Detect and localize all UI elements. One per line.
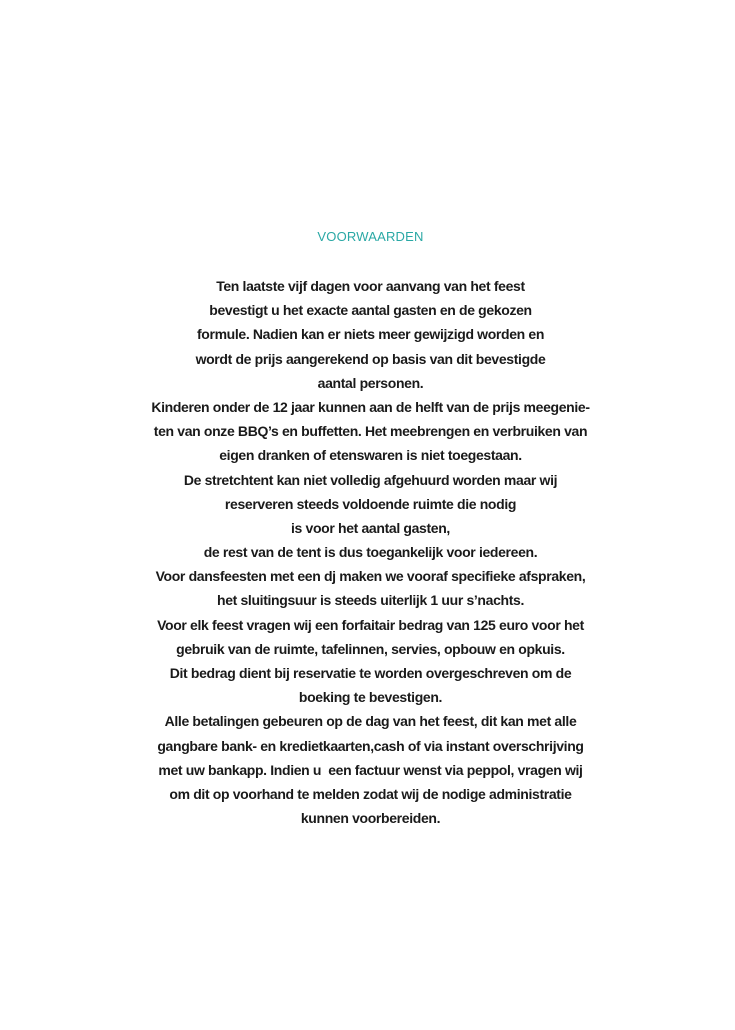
text-line: aantal personen.	[317, 374, 424, 391]
text-line: gebruik van de ruimte, tafelinnen, servies, opbouw en opkuis.	[176, 640, 565, 657]
text-line: Dit bedrag dient bij reservatie te worden overgeschreven om de	[169, 665, 572, 681]
text-line: reserveren steeds voldoende ruimte die nodig	[224, 495, 517, 512]
text-line: Voor dansfeesten met een dj maken we vooraf specifieke afspraken,	[155, 568, 586, 585]
text-line: eigen dranken of etenswaren is niet toegestaan.	[219, 447, 522, 464]
text-line: met uw bankapp. Indien u een factuur wenst via peppol, vragen wij	[158, 761, 583, 778]
text-line: Ten laatste vijf dagen voor aanvang van het feest	[216, 278, 525, 294]
text-line: gangbare bank- en kredietkaarten,cash of via instant overschrijving	[157, 737, 584, 754]
text-line: ten van onze BBQ’s en buffetten. Het meebrengen en verbruiken van	[153, 423, 588, 440]
text-line: de rest van de tent is dus toegankelijk voor iedereen.	[203, 544, 538, 561]
conditions-text	[0, 274, 735, 830]
text-line: om dit op voorhand te melden zodat wij de nodige administratie	[169, 785, 572, 802]
text-line: is voor het aantal gasten,	[291, 519, 450, 536]
text-line: bevestigt u het exacte aantal gasten en de gekozen	[209, 302, 532, 319]
text-line: Voor elk feest vragen wij een forfaitair bedrag van 125 euro voor het	[157, 616, 584, 633]
text-line: Alle betalingen gebeuren op de dag van het feest, dit kan met alle	[164, 713, 577, 730]
section-heading: VOORWAARDEN	[317, 229, 424, 244]
text-line: het sluitingsuur is steeds uiterlijk 1 uur s’nachts.	[217, 592, 524, 609]
text-line: boeking te bevestigen.	[298, 689, 443, 706]
text-line: formule. Nadien kan er niets meer gewijzigd worden en	[196, 326, 545, 343]
text-line: De stretchtent kan niet volledig afgehuurd worden maar wij	[183, 471, 558, 488]
text-line: kunnen voorbereiden.	[300, 810, 441, 827]
text-line: wordt de prijs aangerekend op basis van dit bevestigde	[195, 350, 546, 367]
text-line: Kinderen onder de 12 jaar kunnen aan de helft van de prijs meegenie-	[151, 398, 590, 415]
